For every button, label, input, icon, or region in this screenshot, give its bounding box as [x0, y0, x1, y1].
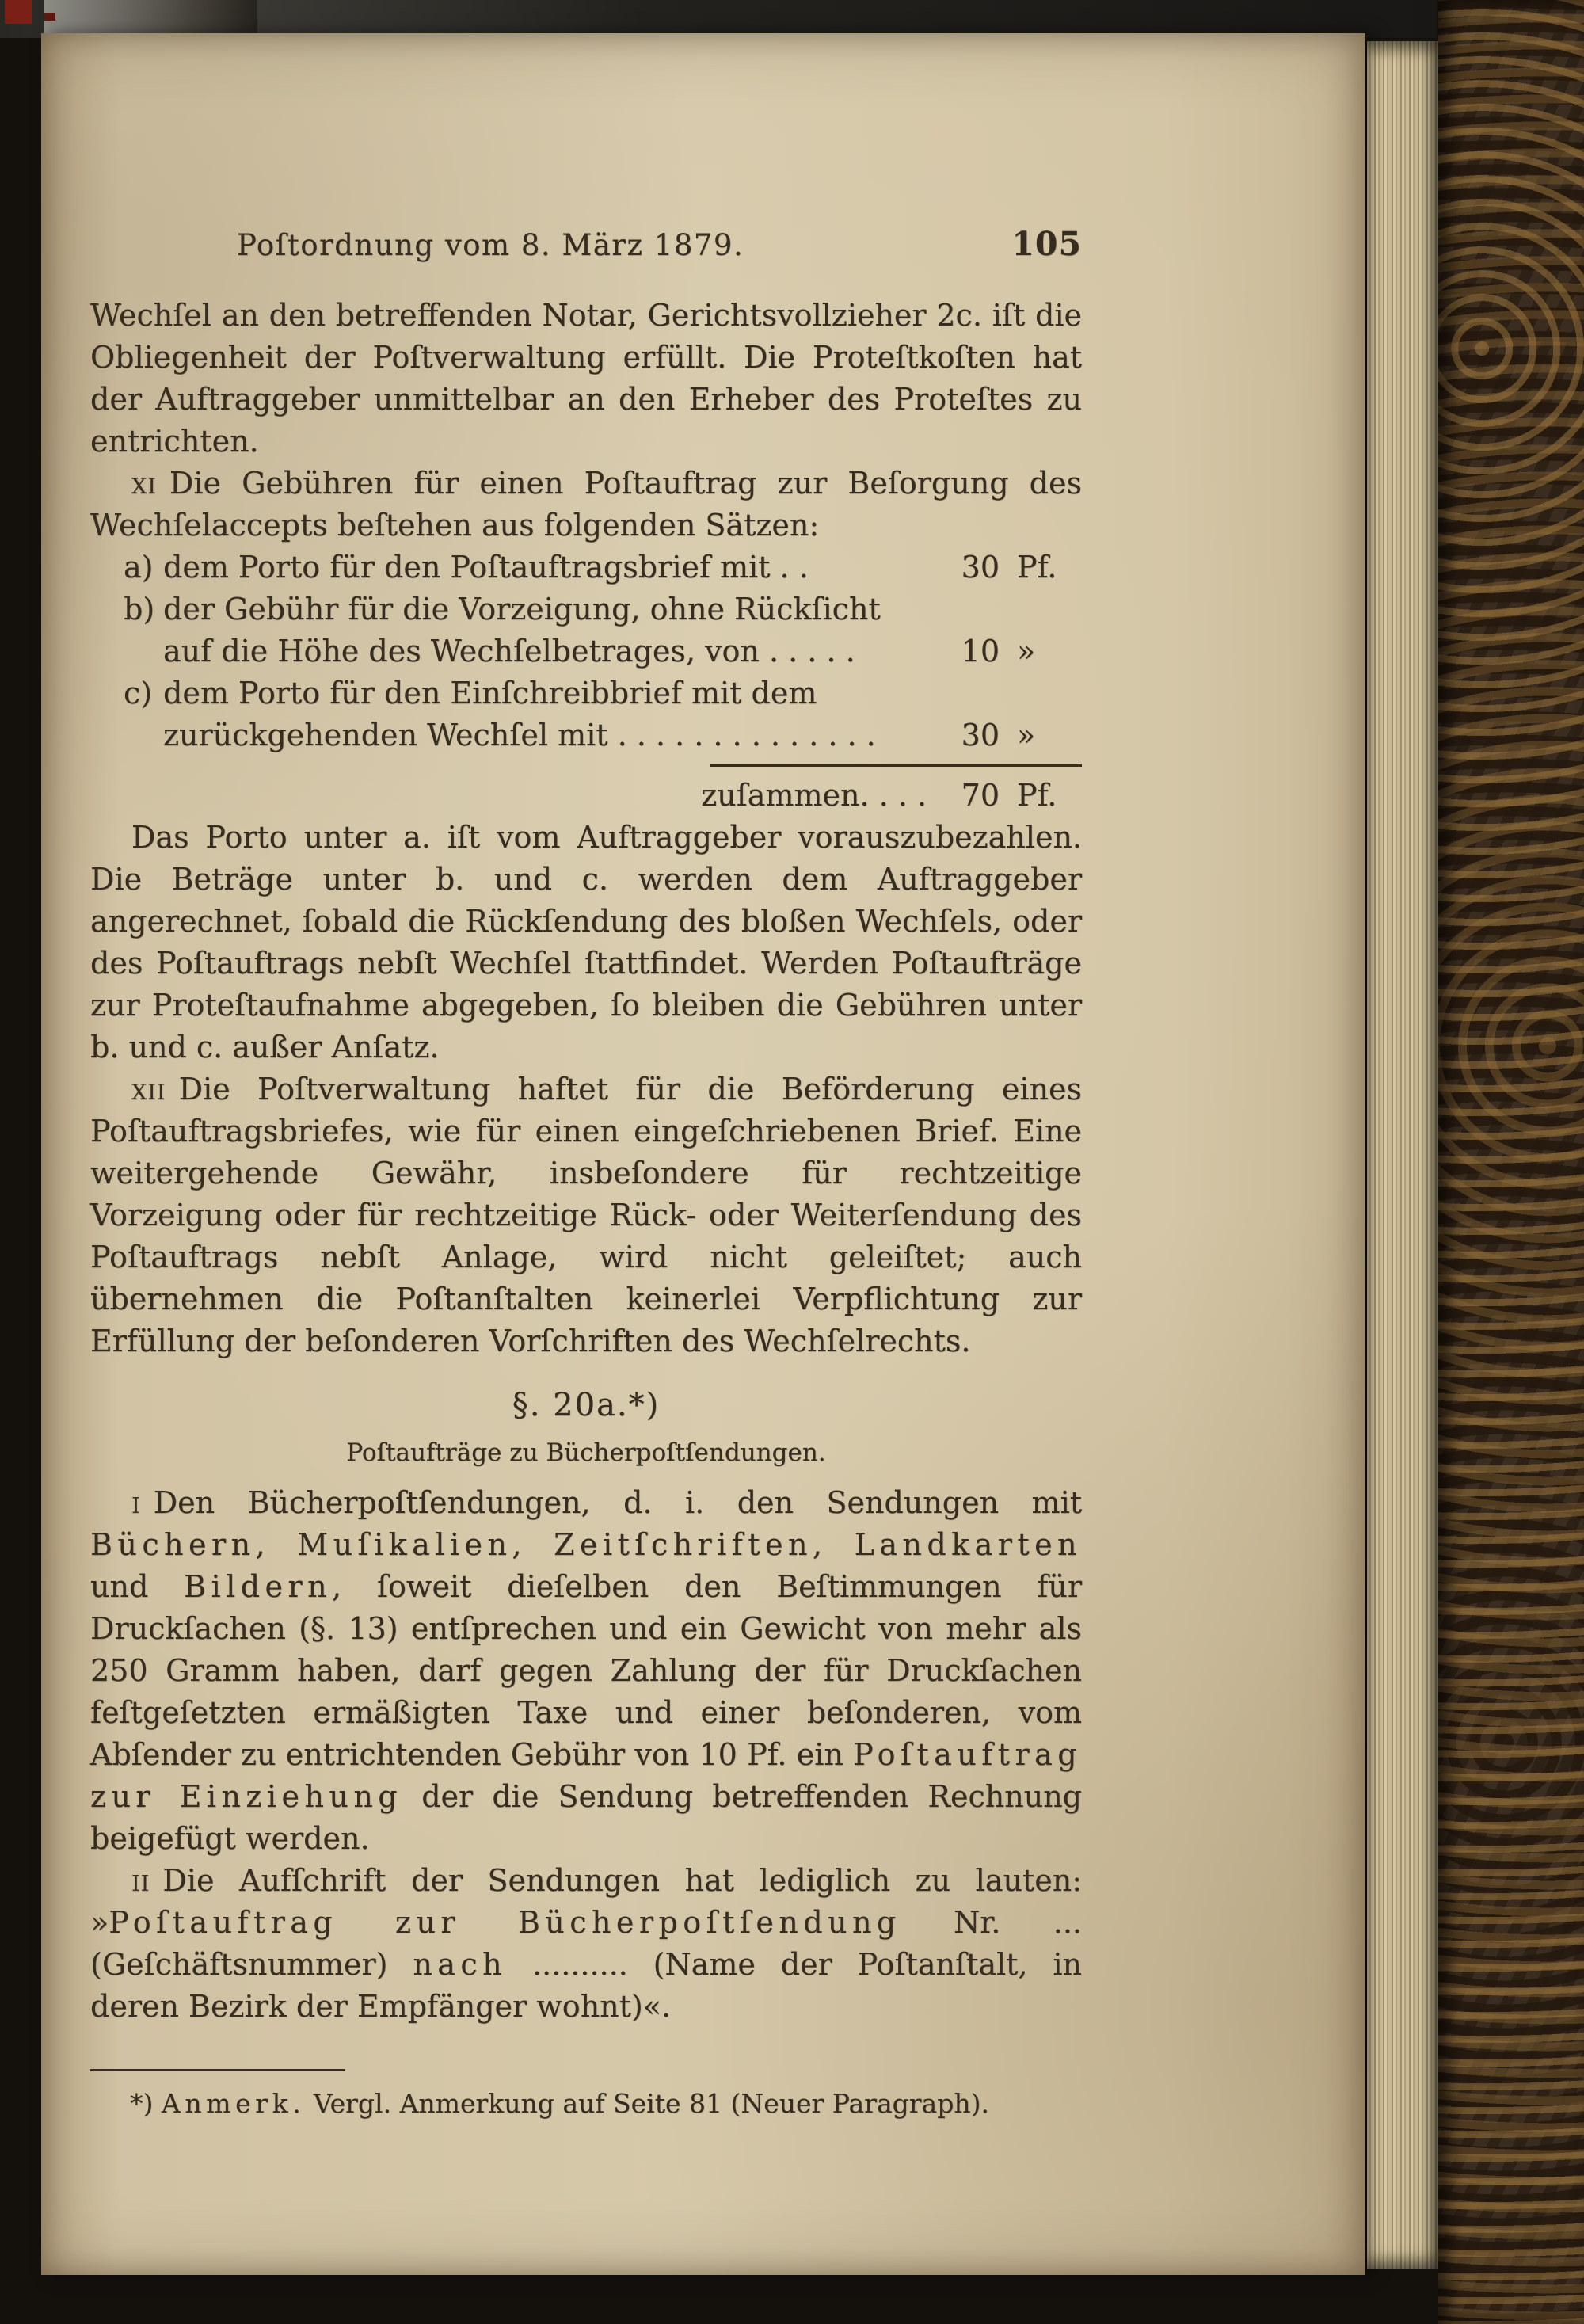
- fee-item-c-indent: [124, 714, 163, 756]
- fee-item-b-text: der Gebühr für die Vorzeigung, ohne Rückſicht: [163, 592, 881, 627]
- text-column: [90, 33, 1082, 2121]
- fee-item-b-text2: auf die Höhe des Wechſelbetrages, von . . . . .: [163, 634, 855, 669]
- para-i-emphasis-3: Poſtauftrag zur Einziehung: [90, 1737, 1082, 1814]
- page-title: Poſtordnung vom 8. März 1879.: [237, 228, 744, 262]
- para-i-seg7: der die Sendung betreffenden Rechnung beigefügt werden.: [90, 1779, 1082, 1856]
- fee-item-a-label: a): [124, 550, 154, 585]
- sum-divider-rule: [710, 764, 1082, 767]
- para-ii-seg5: .......... (Name der Poſtanſtalt, in deren Bezirk der Empfänger wohnt)«.: [90, 1947, 1082, 2024]
- paragraph-xi-fees-intro: [90, 463, 1082, 547]
- book-page: [41, 33, 1365, 2275]
- fee-item-b-amount: 10: [961, 634, 1000, 669]
- fee-item-c-amount: 30: [961, 718, 1000, 752]
- fee-item-a-text: dem Porto für den Poſtauftragsbrief mit . .: [163, 550, 809, 585]
- page-number: 105: [1011, 225, 1082, 263]
- fee-item-b-indent: [124, 631, 163, 672]
- fee-item-a: [124, 547, 1082, 589]
- paragraph-i-booksendings: [90, 1482, 1082, 1860]
- paragraph-xii-liability: [90, 1069, 1082, 1362]
- para-i-seg5: , ſoweit dieſelben den Beſtimmungen für Druckſachen (§. 13) entſprechen und ein Gewicht von mehr als 250 Gramm haben, darf gegen Zahlung der für Druckſachen feſtgeſetzten ermäßigten Taxe und einer beſonderen, vom Abſender zu entrichtenden Gebühr von 10 Pf. ein: [90, 1569, 1082, 1772]
- para-ii-emphasis-2: nach: [413, 1947, 508, 1982]
- roman-numeral-xii: xii: [131, 1072, 166, 1107]
- para-i-seg1: Den Bücherpoſtſendungen, d. i. den Sendungen mit: [153, 1485, 1082, 1520]
- section-heading-20a: §. 20a.*): [512, 1387, 661, 1423]
- fee-item-b-unit: »: [1017, 634, 1036, 669]
- paragraph-porto-advance: Das Porto unter a. iſt vom Auftraggeber vorauszubezahlen. Die Beträge unter b. und c. werden dem Auftraggeber angerechnet, ſobald die Rückſendung des bloßen Wechſels, oder des Poſtauftrags nebſt Wechſel ſtattfindet. Werden Poſtaufträge zur Proteſtaufnahme abgegeben, ſo bleiben die Gebühren unter b. und c. außer Anſatz.: [90, 820, 1082, 1065]
- para-i-emphasis-1: Büchern, Muſikalien, Zeitſchriften, Landkarten: [90, 1527, 1082, 1562]
- roman-numeral-i: i: [131, 1485, 141, 1520]
- roman-numeral-xi: xi: [131, 466, 157, 501]
- footnote-rule: [90, 2069, 345, 2071]
- running-head: [90, 227, 1082, 268]
- para-i-emphasis-2: Bildern: [184, 1569, 333, 1604]
- paragraph-ii-address: [90, 1860, 1082, 2028]
- fee-sum-amount: 70: [961, 778, 1000, 813]
- top-left-mark: [5, 0, 32, 24]
- fee-item-c-continuation: [124, 714, 1082, 756]
- fee-list: [124, 547, 1082, 817]
- page-fore-edges: [1367, 41, 1440, 2269]
- para-ii-emphasis-1: Poſtauftrag zur Bücherpoſtſendung: [109, 1905, 901, 1940]
- fee-item-b-label: b): [124, 592, 155, 627]
- footnote: [90, 2086, 1082, 2121]
- spine-top-edge: [44, 0, 257, 36]
- roman-numeral-ii: ii: [131, 1863, 150, 1898]
- fee-item-c-text: dem Porto für den Einſchreibbrief mit dem: [163, 676, 817, 711]
- fee-item-b: [124, 589, 1082, 631]
- section-subheading: Poſtaufträge zu Bücherpoſtſendungen.: [346, 1438, 826, 1467]
- paragraph-xi-text: Die Gebühren für einen Poſtauftrag zur Beſorgung des Wechſelaccepts beſtehen aus folgenden Sätzen:: [90, 466, 1082, 543]
- paragraph-protest-costs: Wechſel an den betreffenden Notar, Gerichtsvollzieher 2c. iſt die Obliegenheit der Poſtverwaltung erfüllt. Die Proteſtkoſten hat der Auftraggeber unmittelbar an den Erheber des Proteſtes zu entrichten.: [90, 298, 1082, 459]
- fee-sum-row: [124, 775, 1082, 817]
- footnote-marker: *): [130, 2088, 162, 2119]
- fee-item-c-label: c): [124, 676, 153, 711]
- footnote-text: Vergl. Anmerkung auf Seite 81 (Neuer Paragraph).: [305, 2088, 989, 2119]
- para-ii-seg3: Nr. ... (Geſchäftsnummer): [90, 1905, 1082, 1982]
- paragraph-xii-text: Die Poſtverwaltung haftet für die Beförderung eines Poſtauftragsbriefes, wie für einen eingeſchriebenen Brief. Eine weitergehende Gewähr, insbeſondere für rechtzeitige Vorzeigung oder für rechtzeitige Rück- oder Weiterſendung des Poſtauftrags nebſt Anlage, wird nicht geleiſtet; auch übernehmen die Poſtanſtalten keinerlei Verpflichtung zur Erfüllung der beſonderen Vorſchriften des Wechſelrechts.: [90, 1072, 1082, 1358]
- para-ii-seg1: Die Aufſchrift der Sendungen hat lediglich zu lauten: »: [90, 1863, 1082, 1940]
- fee-item-c-unit: »: [1017, 718, 1036, 752]
- fee-sum-label: zuſammen. . . .: [701, 778, 927, 813]
- fee-item-c-text2: zurückgehenden Wechſel mit . . . . . . . . . . . . . .: [163, 718, 876, 752]
- para-i-seg3: und: [90, 1569, 185, 1604]
- fee-item-b-continuation: [124, 631, 1082, 672]
- fee-item-c: [124, 672, 1082, 714]
- fee-item-a-unit: Pf.: [1017, 550, 1057, 585]
- marbled-book-cover: [1438, 0, 1584, 2324]
- fee-item-a-amount: 30: [961, 550, 1000, 585]
- fee-sum-unit: Pf.: [1017, 778, 1057, 813]
- footnote-label: Anmerk.: [161, 2088, 306, 2119]
